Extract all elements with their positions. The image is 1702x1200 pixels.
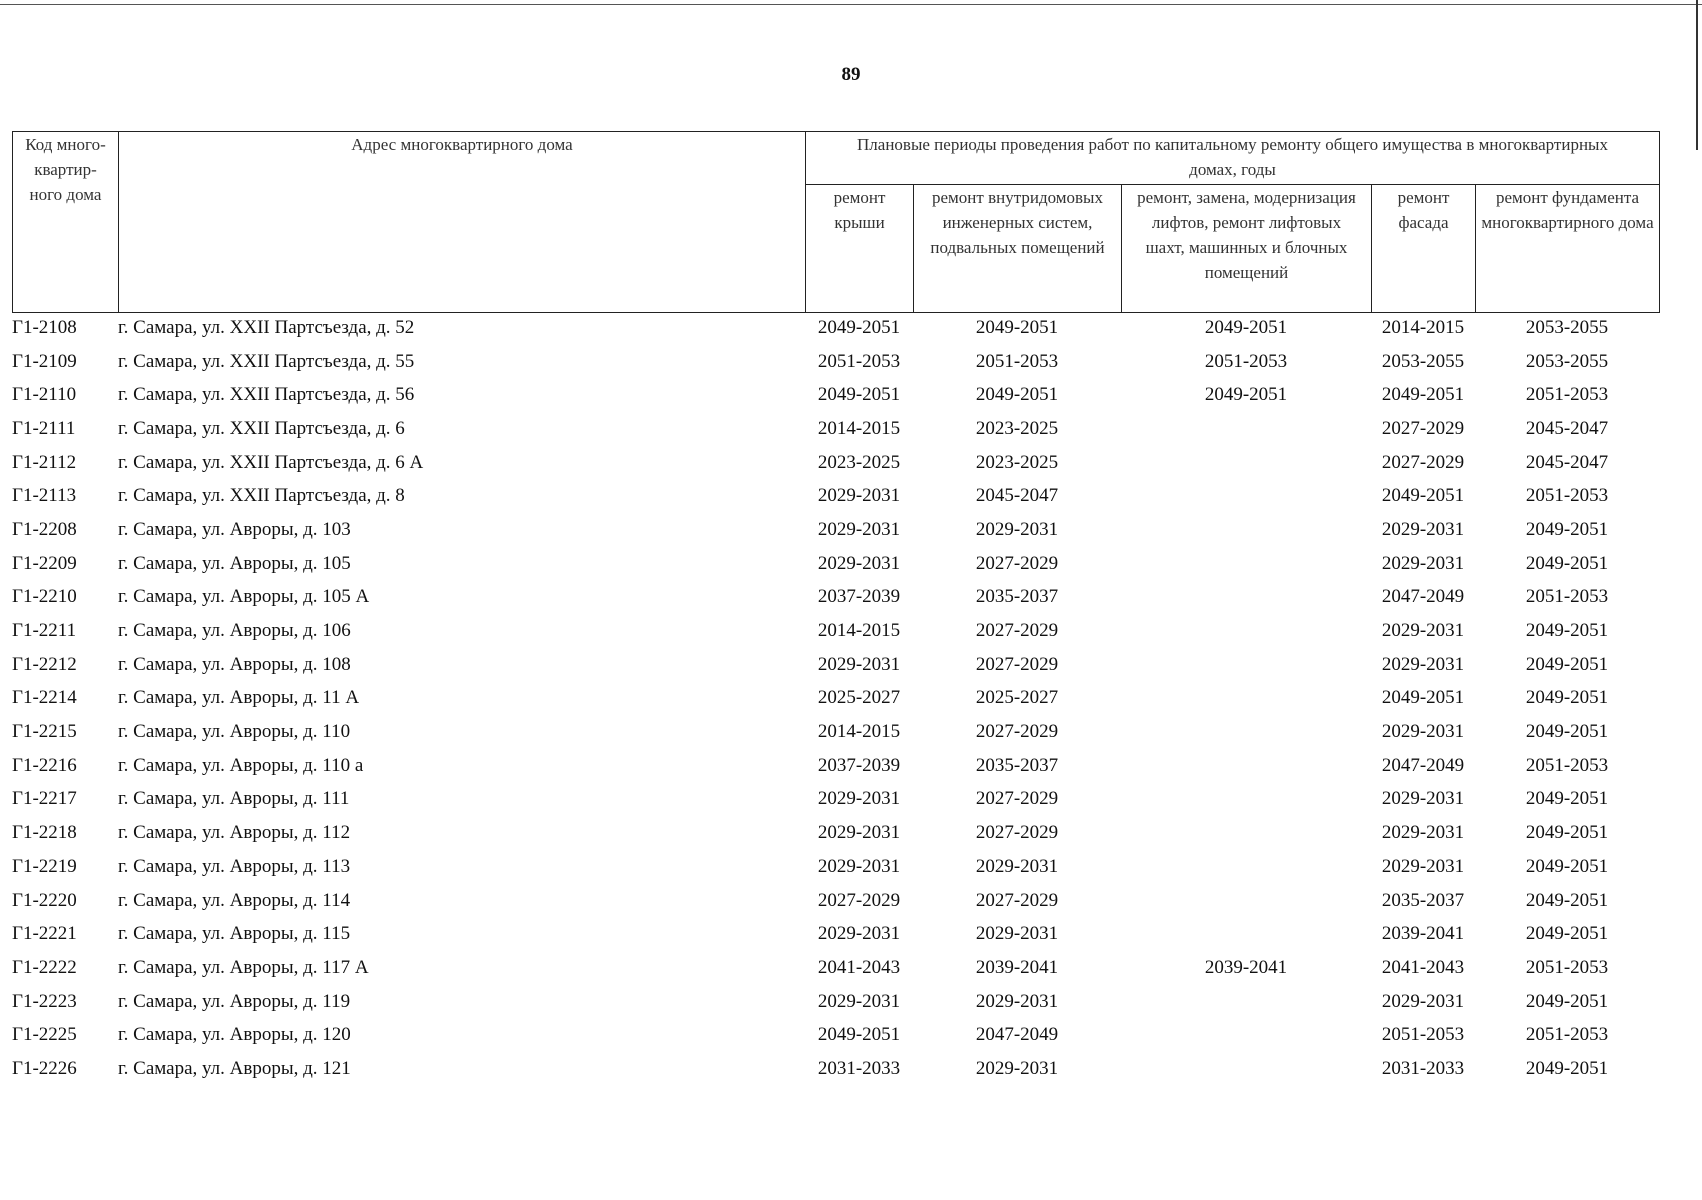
table-row <box>12 479 1659 513</box>
row-facade: 2027-2029 <box>1381 451 1465 473</box>
row-facade: 2031-2033 <box>1381 1057 1465 1079</box>
row-code: Г1-2212 <box>12 653 77 675</box>
row-address: г. Самара, ул. Авроры, д. 119 <box>118 990 351 1012</box>
row-code: Г1-2220 <box>12 889 77 911</box>
row-roof: 2027-2029 <box>817 889 901 911</box>
row-code: Г1-2223 <box>12 990 77 1012</box>
row-engineering: 2023-2025 <box>975 417 1059 439</box>
row-code: Г1-2219 <box>12 855 77 877</box>
row-address: г. Самара, ул. Авроры, д. 110 а <box>118 754 364 776</box>
row-foundation: 2049-2051 <box>1525 620 1609 642</box>
row-code: Г1-2112 <box>12 451 77 473</box>
row-engineering: 2027-2029 <box>975 889 1059 911</box>
row-roof: 2041-2043 <box>817 956 901 978</box>
row-elevators: 2049-2051 <box>1204 384 1288 406</box>
row-foundation: 2045-2047 <box>1525 417 1609 439</box>
row-address: г. Самара, ул. Авроры, д. 105 А <box>118 586 370 608</box>
row-foundation: 2049-2051 <box>1525 721 1609 743</box>
row-engineering: 2029-2031 <box>975 990 1059 1012</box>
table-row <box>12 311 1659 345</box>
row-facade: 2029-2031 <box>1381 620 1465 642</box>
row-address: г. Самара, ул. Авроры, д. 106 <box>118 620 351 642</box>
row-roof: 2029-2031 <box>817 822 901 844</box>
row-elevators <box>1121 513 1371 547</box>
row-code: Г1-2113 <box>12 485 77 507</box>
row-address: г. Самара, ул. XXII Партсъезда, д. 8 <box>118 485 405 507</box>
table-header <box>12 131 1660 313</box>
row-elevators <box>1121 446 1371 480</box>
table-row <box>12 715 1659 749</box>
row-facade: 2029-2031 <box>1381 788 1465 810</box>
row-facade: 2029-2031 <box>1381 653 1465 675</box>
row-facade: 2029-2031 <box>1381 552 1465 574</box>
row-engineering: 2045-2047 <box>975 485 1059 507</box>
row-code: Г1-2110 <box>12 384 77 406</box>
row-elevators <box>1121 581 1371 615</box>
row-address: г. Самара, ул. Авроры, д. 120 <box>118 1024 351 1046</box>
row-facade: 2027-2029 <box>1381 417 1465 439</box>
row-foundation: 2049-2051 <box>1525 923 1609 945</box>
row-elevators <box>1121 479 1371 513</box>
row-roof: 2014-2015 <box>817 620 901 642</box>
row-engineering: 2047-2049 <box>975 1024 1059 1046</box>
row-engineering: 2049-2051 <box>975 384 1059 406</box>
row-foundation: 2049-2051 <box>1525 552 1609 574</box>
table-row <box>12 614 1659 648</box>
row-roof: 2049-2051 <box>817 1024 901 1046</box>
row-roof: 2029-2031 <box>817 485 901 507</box>
row-roof: 2031-2033 <box>817 1057 901 1079</box>
table-row <box>12 1018 1659 1052</box>
row-engineering: 2049-2051 <box>975 316 1059 338</box>
table-row <box>12 816 1659 850</box>
row-address: г. Самара, ул. XXII Партсъезда, д. 6 <box>118 417 405 439</box>
row-facade: 2051-2053 <box>1381 1024 1465 1046</box>
row-facade: 2041-2043 <box>1381 956 1465 978</box>
row-engineering: 2027-2029 <box>975 620 1059 642</box>
row-elevators <box>1121 917 1371 951</box>
row-facade: 2047-2049 <box>1381 754 1465 776</box>
row-roof: 2029-2031 <box>817 990 901 1012</box>
row-engineering: 2029-2031 <box>975 855 1059 877</box>
row-engineering: 2051-2053 <box>975 350 1059 372</box>
top-rule <box>0 4 1702 5</box>
row-elevators: 2049-2051 <box>1204 316 1288 338</box>
page-number: 89 <box>841 64 861 85</box>
row-elevators <box>1121 547 1371 581</box>
row-roof: 2029-2031 <box>817 552 901 574</box>
row-roof: 2023-2025 <box>817 451 901 473</box>
row-foundation: 2051-2053 <box>1525 384 1609 406</box>
table-row <box>12 917 1659 951</box>
row-engineering: 2027-2029 <box>975 788 1059 810</box>
row-address: г. Самара, ул. Авроры, д. 117 А <box>118 956 369 978</box>
row-code: Г1-2217 <box>12 788 77 810</box>
header-roof: ремонт крыши <box>806 185 914 313</box>
row-elevators <box>1121 884 1371 918</box>
row-engineering: 2023-2025 <box>975 451 1059 473</box>
row-address: г. Самара, ул. Авроры, д. 108 <box>118 653 351 675</box>
row-address: г. Самара, ул. XXII Партсъезда, д. 56 <box>118 384 415 406</box>
table-row <box>12 345 1659 379</box>
row-code: Г1-2215 <box>12 721 77 743</box>
table-row <box>12 648 1659 682</box>
row-elevators <box>1121 850 1371 884</box>
data-table <box>12 311 1659 1086</box>
table-row <box>12 884 1659 918</box>
row-elevators <box>1121 614 1371 648</box>
row-roof: 2049-2051 <box>817 384 901 406</box>
row-foundation: 2049-2051 <box>1525 822 1609 844</box>
row-engineering: 2035-2037 <box>975 586 1059 608</box>
row-roof: 2049-2051 <box>817 316 901 338</box>
table-row <box>12 749 1659 783</box>
row-foundation: 2051-2053 <box>1525 586 1609 608</box>
row-address: г. Самара, ул. Авроры, д. 11 А <box>118 687 360 709</box>
row-engineering: 2029-2031 <box>975 518 1059 540</box>
row-facade: 2029-2031 <box>1381 990 1465 1012</box>
header-elevators: ремонт, замена, модернизация лифтов, ремонт лифтовых шахт, машинных и блочных помещений <box>1122 185 1372 313</box>
row-roof: 2014-2015 <box>817 721 901 743</box>
row-roof: 2029-2031 <box>817 653 901 675</box>
table-row <box>12 850 1659 884</box>
row-facade: 2049-2051 <box>1381 687 1465 709</box>
row-roof: 2029-2031 <box>817 788 901 810</box>
header-facade: ремонт фасада <box>1372 185 1476 313</box>
row-foundation: 2049-2051 <box>1525 1057 1609 1079</box>
row-code: Г1-2214 <box>12 687 77 709</box>
row-facade: 2029-2031 <box>1381 822 1465 844</box>
row-facade: 2014-2015 <box>1381 316 1465 338</box>
row-roof: 2037-2039 <box>817 586 901 608</box>
row-engineering: 2027-2029 <box>975 653 1059 675</box>
row-foundation: 2051-2053 <box>1525 956 1609 978</box>
row-code: Г1-2222 <box>12 956 77 978</box>
table-row <box>12 1052 1659 1086</box>
row-foundation: 2049-2051 <box>1525 687 1609 709</box>
row-foundation: 2053-2055 <box>1525 350 1609 372</box>
row-code: Г1-2211 <box>12 620 77 642</box>
header-address: Адрес многоквартирного дома <box>119 132 806 313</box>
row-roof: 2029-2031 <box>817 518 901 540</box>
row-address: г. Самара, ул. Авроры, д. 103 <box>118 518 351 540</box>
row-code: Г1-2226 <box>12 1057 77 1079</box>
row-address: г. Самара, ул. Авроры, д. 111 <box>118 788 350 810</box>
row-roof: 2037-2039 <box>817 754 901 776</box>
row-facade: 2029-2031 <box>1381 518 1465 540</box>
row-facade: 2049-2051 <box>1381 485 1465 507</box>
row-foundation: 2051-2053 <box>1525 1024 1609 1046</box>
row-engineering: 2035-2037 <box>975 754 1059 776</box>
table-row <box>12 951 1659 985</box>
row-elevators <box>1121 1018 1371 1052</box>
header-engineering: ремонт внутридомовых инженерных систем, подвальных помещений <box>914 185 1122 313</box>
row-roof: 2025-2027 <box>817 687 901 709</box>
header-planned-periods: Плановые периоды проведения работ по капитальному ремонту общего имущества в многоквартирных домах, годы <box>806 132 1660 185</box>
row-engineering: 2027-2029 <box>975 822 1059 844</box>
row-address: г. Самара, ул. Авроры, д. 105 <box>118 552 351 574</box>
row-foundation: 2051-2053 <box>1525 485 1609 507</box>
table-row <box>12 682 1659 716</box>
table-row <box>12 378 1659 412</box>
row-code: Г1-2111 <box>12 417 76 439</box>
table-row <box>12 412 1659 446</box>
table-row <box>12 446 1659 480</box>
row-code: Г1-2218 <box>12 822 77 844</box>
row-address: г. Самара, ул. Авроры, д. 113 <box>118 855 351 877</box>
row-elevators <box>1121 715 1371 749</box>
row-foundation: 2049-2051 <box>1525 788 1609 810</box>
row-roof: 2051-2053 <box>817 350 901 372</box>
row-foundation: 2049-2051 <box>1525 518 1609 540</box>
row-engineering: 2029-2031 <box>975 923 1059 945</box>
table-row <box>12 985 1659 1019</box>
row-facade: 2029-2031 <box>1381 721 1465 743</box>
row-address: г. Самара, ул. Авроры, д. 114 <box>118 889 351 911</box>
row-code: Г1-2109 <box>12 350 77 372</box>
row-code: Г1-2209 <box>12 552 77 574</box>
row-address: г. Самара, ул. XXII Партсъезда, д. 52 <box>118 316 415 338</box>
row-facade: 2029-2031 <box>1381 855 1465 877</box>
row-roof: 2029-2031 <box>817 923 901 945</box>
row-engineering: 2029-2031 <box>975 1057 1059 1079</box>
row-facade: 2049-2051 <box>1381 384 1465 406</box>
row-facade: 2035-2037 <box>1381 889 1465 911</box>
row-elevators: 2051-2053 <box>1204 350 1288 372</box>
row-roof: 2014-2015 <box>817 417 901 439</box>
row-elevators: 2039-2041 <box>1204 956 1288 978</box>
row-facade: 2047-2049 <box>1381 586 1465 608</box>
row-foundation: 2045-2047 <box>1525 451 1609 473</box>
row-address: г. Самара, ул. XXII Партсъезда, д. 6 А <box>118 451 424 473</box>
row-foundation: 2051-2053 <box>1525 754 1609 776</box>
table-row <box>12 783 1659 817</box>
row-engineering: 2025-2027 <box>975 687 1059 709</box>
row-engineering: 2039-2041 <box>975 956 1059 978</box>
row-code: Г1-2208 <box>12 518 77 540</box>
row-code: Г1-2210 <box>12 586 77 608</box>
row-address: г. Самара, ул. Авроры, д. 121 <box>118 1057 351 1079</box>
row-facade: 2053-2055 <box>1381 350 1465 372</box>
row-foundation: 2053-2055 <box>1525 316 1609 338</box>
row-engineering: 2027-2029 <box>975 721 1059 743</box>
row-elevators <box>1121 682 1371 716</box>
row-elevators <box>1121 783 1371 817</box>
row-engineering: 2027-2029 <box>975 552 1059 574</box>
row-elevators <box>1121 749 1371 783</box>
header-code: Код много- квартир- ного дома <box>13 132 119 313</box>
table-row <box>12 513 1659 547</box>
row-foundation: 2049-2051 <box>1525 653 1609 675</box>
table-row <box>12 581 1659 615</box>
row-elevators <box>1121 985 1371 1019</box>
row-code: Г1-2108 <box>12 316 77 338</box>
row-elevators <box>1121 816 1371 850</box>
row-foundation: 2049-2051 <box>1525 855 1609 877</box>
table-row <box>12 547 1659 581</box>
row-code: Г1-2216 <box>12 754 77 776</box>
row-elevators <box>1121 648 1371 682</box>
row-foundation: 2049-2051 <box>1525 889 1609 911</box>
row-address: г. Самара, ул. XXII Партсъезда, д. 55 <box>118 350 415 372</box>
header-foundation: ремонт фундамента многоквартирного дома <box>1476 185 1660 313</box>
row-code: Г1-2225 <box>12 1024 77 1046</box>
row-address: г. Самара, ул. Авроры, д. 115 <box>118 923 351 945</box>
row-roof: 2029-2031 <box>817 855 901 877</box>
row-address: г. Самара, ул. Авроры, д. 110 <box>118 721 351 743</box>
row-elevators <box>1121 412 1371 446</box>
row-facade: 2039-2041 <box>1381 923 1465 945</box>
row-code: Г1-2221 <box>12 923 77 945</box>
row-elevators <box>1121 1052 1371 1086</box>
row-foundation: 2049-2051 <box>1525 990 1609 1012</box>
row-address: г. Самара, ул. Авроры, д. 112 <box>118 822 351 844</box>
